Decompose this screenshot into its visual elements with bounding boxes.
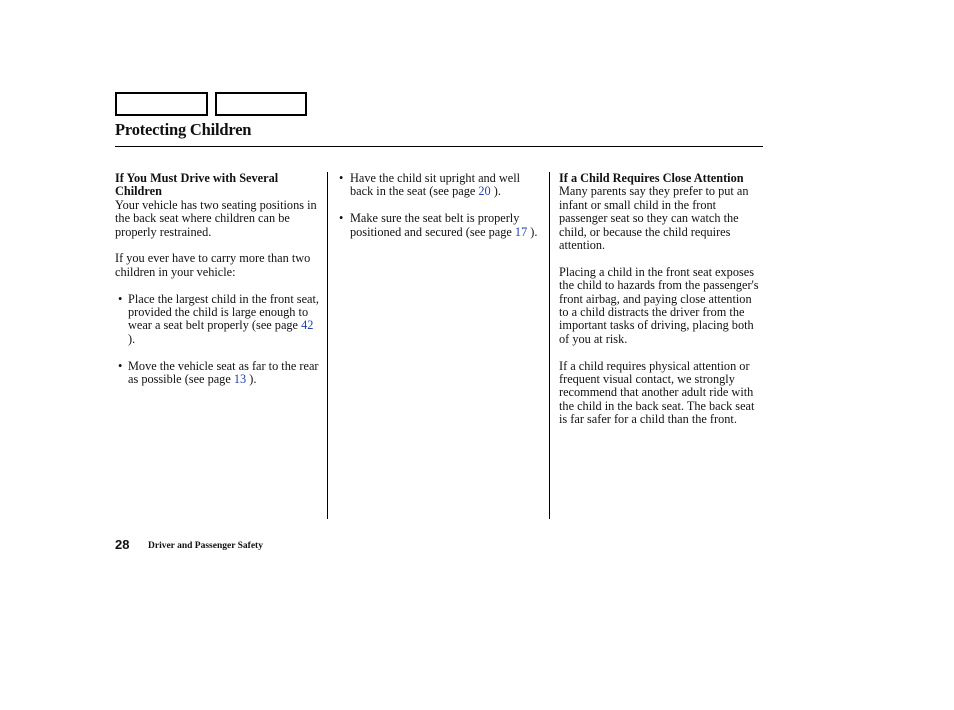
page-link-17[interactable]: 17	[514, 224, 528, 239]
paragraph: If you ever have to carry more than two children in your vehicle:	[115, 251, 311, 279]
bullet-icon: •	[339, 211, 344, 226]
page-title: Protecting Children	[115, 120, 252, 139]
section-name: Driver and Passenger Safety	[148, 541, 263, 551]
column-1	[115, 172, 320, 400]
paragraph: If a child requires physical attention or frequent visual contact, we strongly recommend that another adult ride with the child in the back seat. The back seat is far safer for a child than the front.	[559, 358, 755, 427]
column-2	[339, 172, 544, 252]
section-heading-several-children: If You Must Drive with Several Children	[115, 171, 279, 199]
page-link-42[interactable]: 42	[301, 318, 314, 333]
paragraph: Many parents say they prefer to put an infant or small child in the front passenger seat so they can watch the child, or because the child requires attention.	[559, 184, 749, 253]
page-link-13[interactable]: 13	[233, 372, 247, 387]
bullet-item: • Have the child sit upright and well back in the seat (see page 20 ).	[339, 171, 521, 199]
column-3	[559, 172, 764, 440]
bullet-item: • Place the largest child in the front seat, provided the child is large enough to wear a seat belt properly (see page 42 ).	[118, 291, 319, 346]
bullet-item: • Make sure the seat belt is properly positioned and secured (see page 17 ).	[339, 211, 538, 239]
page-link-20[interactable]: 20	[478, 184, 491, 199]
paragraph: Placing a child in the front seat exposes the child to hazards from the passenger's front airbag, and paying close attention to a child distracts the driver from the important tasks of driving, placing both of you at risk.	[559, 264, 759, 346]
page-number: 28	[115, 537, 130, 552]
nav-button-main-menu[interactable]	[115, 92, 208, 116]
nav-button-index[interactable]	[215, 92, 307, 116]
section-heading-close-attention: If a Child Requires Close Attention	[559, 171, 744, 185]
bullet-icon: •	[339, 171, 344, 185]
bullet-icon: •	[118, 358, 123, 373]
bullet-icon: •	[118, 291, 123, 306]
column-divider-2	[549, 172, 550, 519]
paragraph: Your vehicle has two seating positions in the back seat where children can be properly restrained.	[115, 197, 317, 239]
bullet-item: • Move the vehicle seat as far to the rear as possible (see page 13 ).	[118, 358, 319, 387]
title-divider	[115, 146, 763, 147]
column-divider-1	[327, 172, 328, 519]
